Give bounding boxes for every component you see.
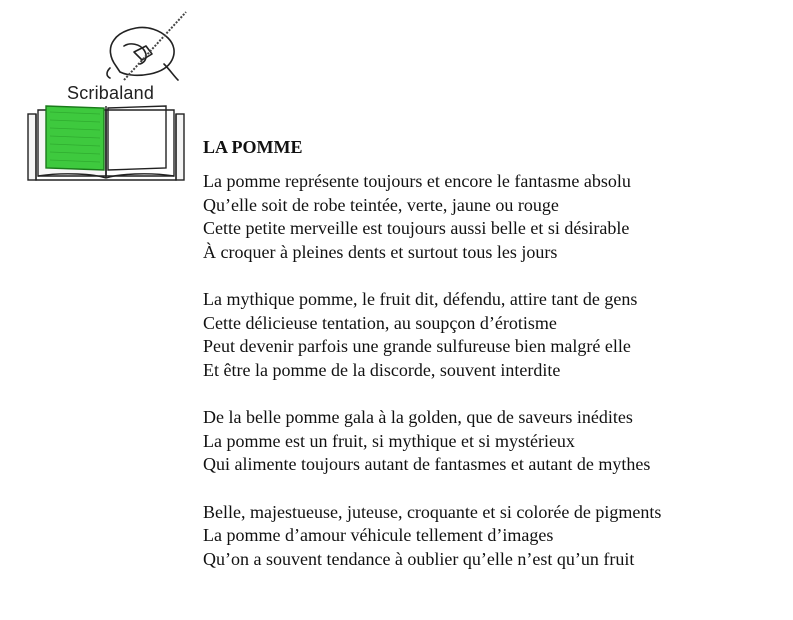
- logo-label: Scribaland: [67, 83, 155, 103]
- poem-line: La pomme représente toujours et encore le fantasme absolu: [203, 171, 631, 191]
- stanza-4: [203, 501, 783, 572]
- poem-line: Cette petite merveille est toujours aussi belle et si désirable: [203, 218, 630, 238]
- poem-line: Et être la pomme de la discorde, souvent interdite: [203, 359, 561, 380]
- scribaland-logo: [24, 6, 194, 184]
- open-book-icon: [28, 106, 184, 180]
- poem-line: À croquer à pleines dents et surtout tous les jours: [203, 241, 558, 262]
- poem-line: Qu’elle soit de robe teintée, verte, jaune ou rouge: [203, 194, 559, 215]
- stanza-1: [203, 170, 783, 264]
- poem-line: Qui alimente toujours autant de fantasmes et autant de mythes: [203, 454, 651, 474]
- poem-line: De la belle pomme gala à la golden, que de saveurs inédites: [203, 407, 633, 427]
- poem-line: La mythique pomme, le fruit dit, défendu, attire tant de gens: [203, 289, 638, 309]
- stanza-2: [203, 288, 783, 382]
- poem-line: Belle, majestueuse, juteuse, croquante et si colorée de pigments: [203, 501, 662, 522]
- poem: [203, 136, 783, 595]
- poem-title: LA POMME: [203, 137, 303, 157]
- poem-line: Cette délicieuse tentation, au soupçon d’érotisme: [203, 312, 557, 333]
- poem-line: La pomme d’amour véhicule tellement d’images: [203, 525, 554, 545]
- poem-line: Qu’on a souvent tendance à oublier qu’elle n’est qu’un fruit: [203, 548, 635, 569]
- stanza-3: [203, 406, 783, 477]
- writing-hand-icon: [107, 27, 178, 80]
- pen-icon: [124, 12, 186, 80]
- poem-line: Peut devenir parfois une grande sulfureuse bien malgré elle: [203, 336, 631, 356]
- poem-line: La pomme est un fruit, si mythique et si mystérieux: [203, 430, 575, 451]
